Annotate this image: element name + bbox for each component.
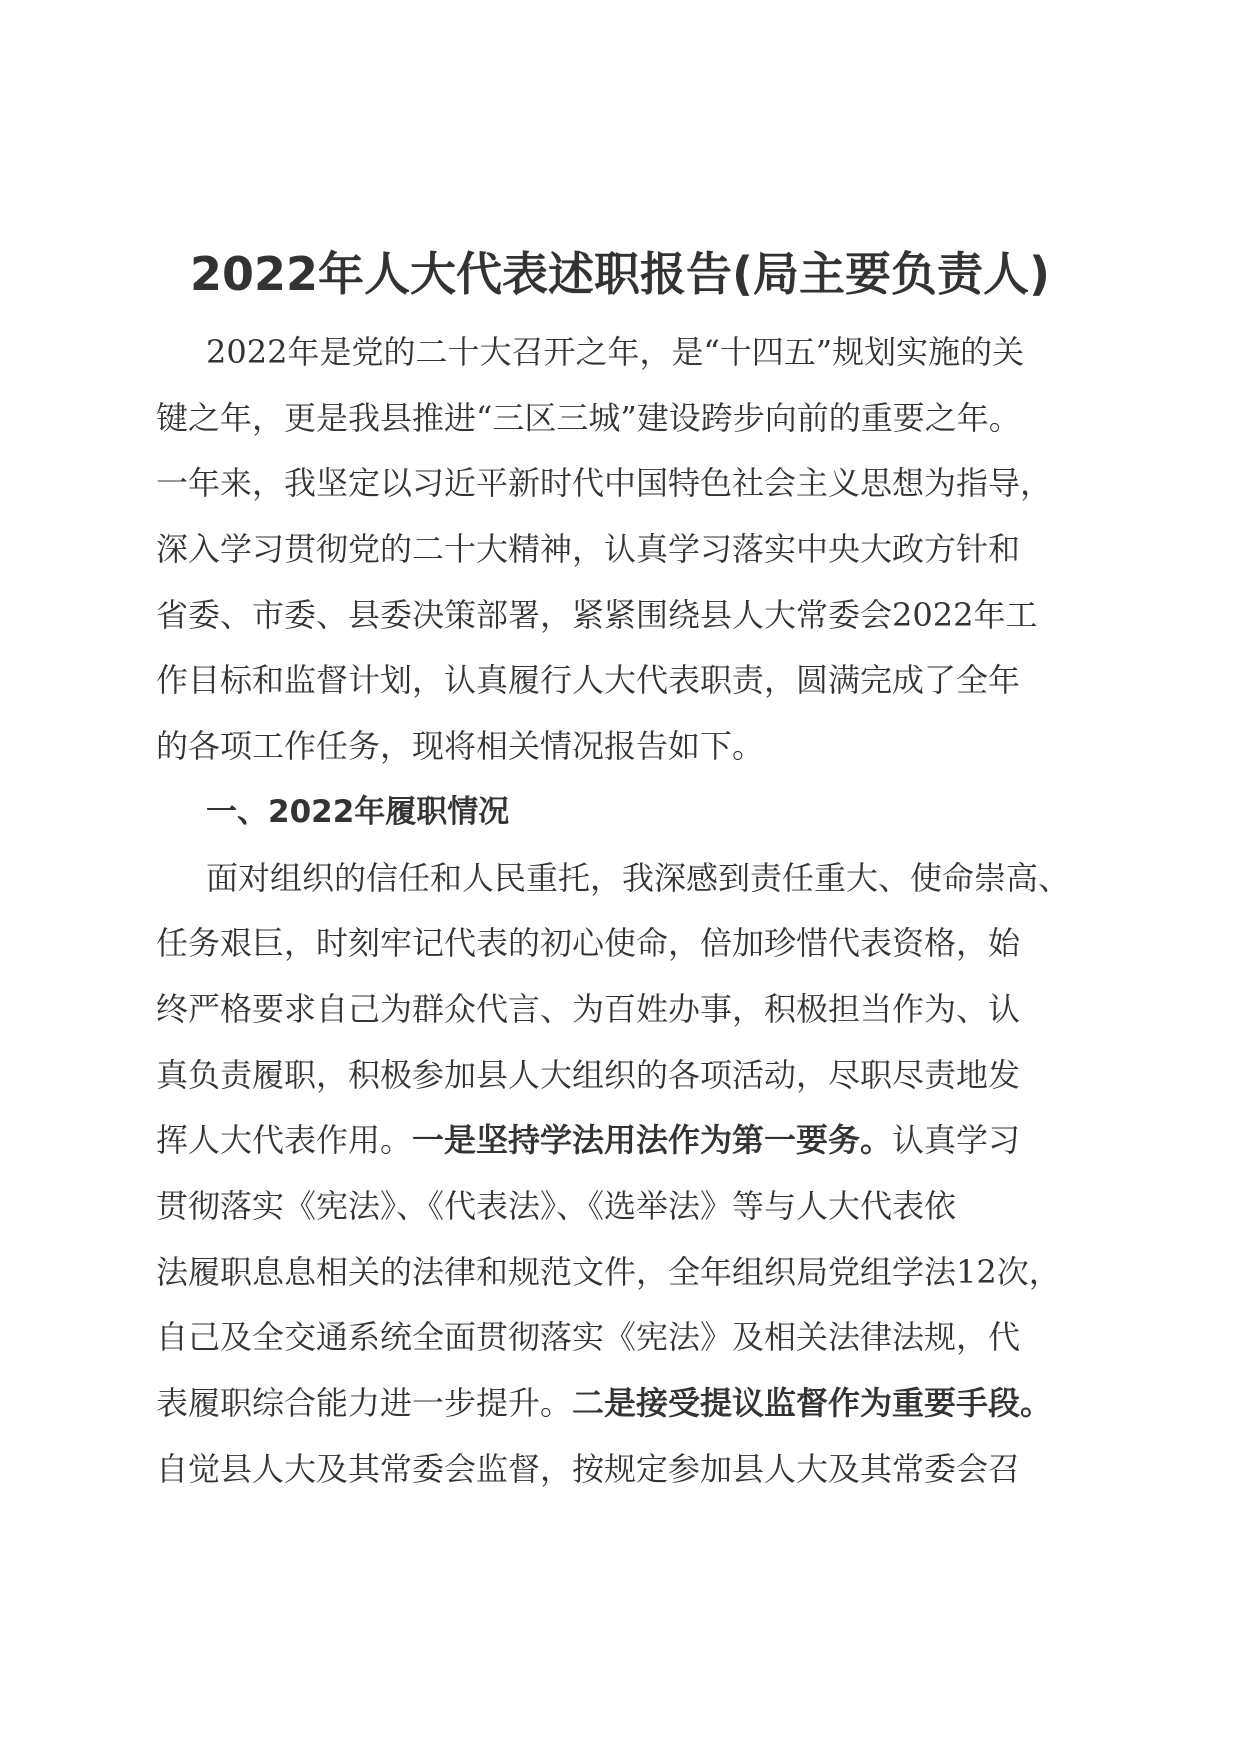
section-line-1: 面对组织的信任和人民重托，我深感到责任重大、使命崇高、 (206, 858, 1071, 897)
section-line-7: 法履职息息相关的法律和规范文件，全年组织局党组学法12次， (156, 1252, 1061, 1291)
intro-line-7: 的各项工作任务，现将相关情况报告如下。 (156, 727, 765, 766)
section-line-6: 贯彻落实《宪法》、《代表法》、《选举法》等与人大代表依 (156, 1186, 957, 1225)
section-line-3: 终严格要求自己为群众代言、为百姓办事，积极担当作为、认 (156, 989, 1021, 1028)
section-line-2: 任务艰巨，时刻牢记代表的初心使命，倍加珍惜代表资格，始 (156, 924, 1021, 963)
emphasis-point-2: 二是接受提议监督作为重要手段。 (572, 1384, 1053, 1422)
section-line-4: 真负责履职，积极参加县人大组织的各项活动，尽职尽责地发 (156, 1055, 1021, 1094)
intro-line-6: 作目标和监督计划，认真履行人大代表职责，圆满完成了全年 (156, 661, 1021, 700)
section-line-8: 自己及全交通系统全面贯彻落实《宪法》及相关法律法规，代 (156, 1318, 1021, 1357)
intro-line-1: 2022年是党的二十大召开之年，是“十四五”规划实施的关 (206, 333, 1025, 371)
document-title: 2022年人大代表述职报告(局主要负责人) (189, 247, 1051, 301)
intro-line-3: 一年来，我坚定以习近平新时代中国特色社会主义思想为指导， (156, 464, 1053, 503)
section-heading: 一、2022年履职情况 (206, 793, 510, 830)
section-line-5-text: 挥人大代表作用。 (156, 1121, 413, 1160)
section-line-9-text: 表履职综合能力进一步提升。 (156, 1384, 573, 1422)
section-line-9 (156, 1371, 1086, 1437)
intro-line-5: 省委、市委、县委决策部署，紧紧围绕县人大常委会2022年工 (156, 595, 1038, 634)
section-line-5-tail: 认真学习 (892, 1121, 1021, 1160)
emphasis-point-1: 一是坚持学法用法作为第一要务。 (412, 1121, 893, 1160)
section-line-10: 自觉县人大及其常委会监督，按规定参加县人大及其常委会召 (156, 1449, 1021, 1488)
intro-line-4: 深入学习贯彻党的二十大精神，认真学习落实中央大政方针和 (156, 530, 1021, 569)
intro-line-2: 键之年，更是我县推进“三区三城”建设跨步向前的重要之年。 (156, 398, 1021, 437)
document-body (156, 320, 1086, 1502)
section-line-5 (156, 1108, 1086, 1174)
